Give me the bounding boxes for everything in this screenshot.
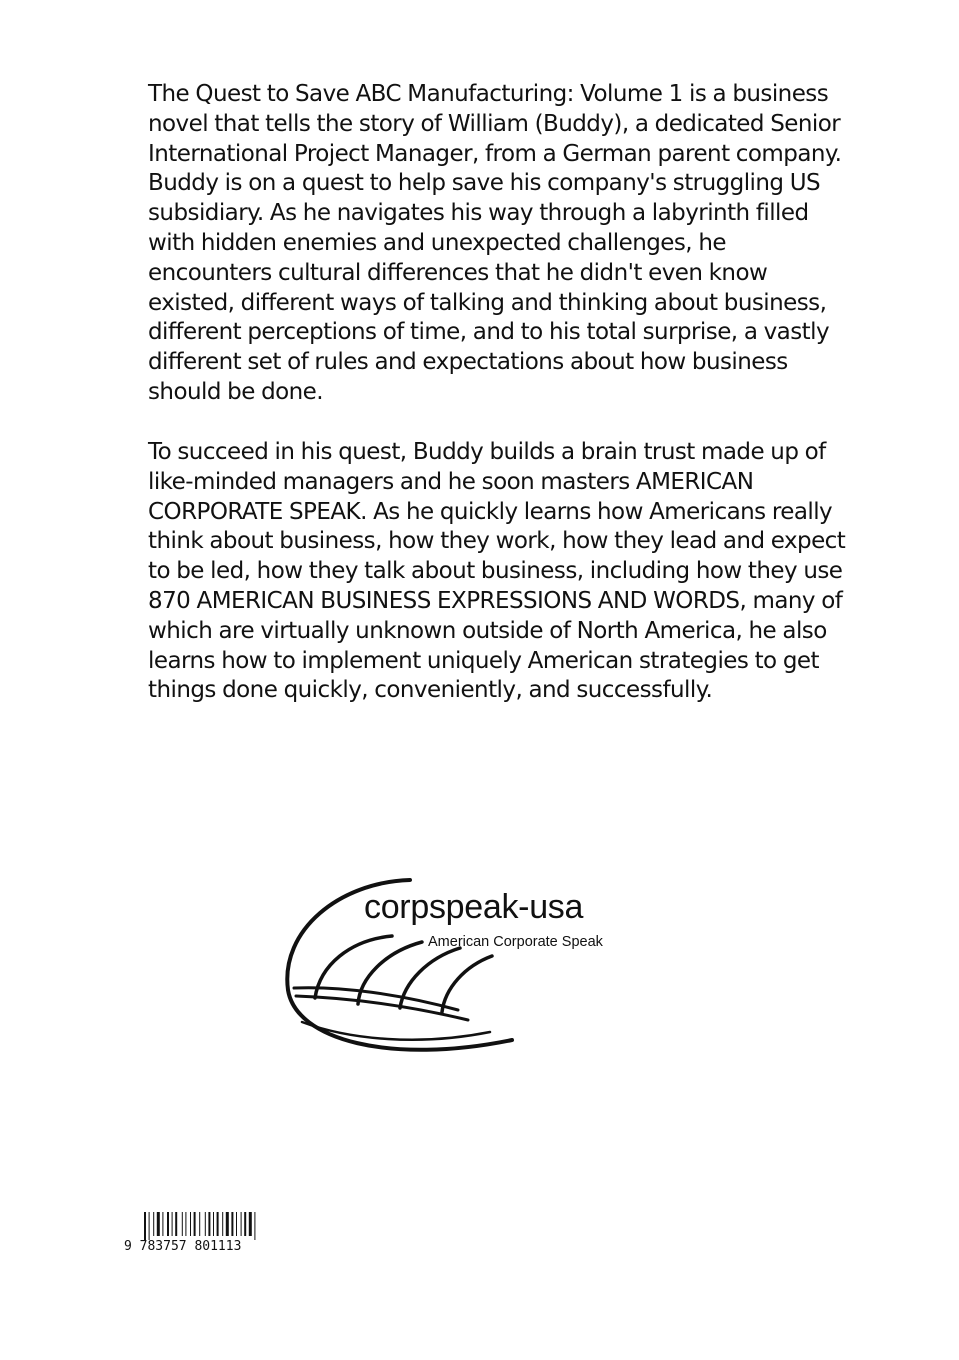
barcode-bar (226, 1212, 229, 1236)
barcode-bar (205, 1212, 206, 1236)
barcode-bar (244, 1212, 246, 1236)
barcode-bar (194, 1212, 196, 1236)
barcode-icon (124, 1210, 294, 1240)
barcode-bar (149, 1212, 150, 1240)
barcode-bar (182, 1212, 183, 1236)
logo-name: corpspeak-usa (364, 888, 584, 926)
barcode-bar (241, 1212, 242, 1236)
description-paragraph-2: To succeed in his quest, Buddy builds a brain trust made up of like-minded managers and he soon masters AMERICAN CORPORATE SPEAK. As he quickly learns how Americans really think about business, how they work, how they lead and expect to be led, how they talk about business, including how they use 870 AMERICAN BUSINESS EXPRESSIONS AND WORDS, many of which are virtually unknown outside of North America, he also learns how to implement uniquely American strategies to get things done quickly, conveniently, and successfully. (148, 439, 846, 704)
barcode-bar (236, 1212, 237, 1236)
barcode-bar (167, 1212, 169, 1236)
barcode-digits: 9 783757 801113 (124, 1239, 242, 1254)
barcode-bar (153, 1212, 154, 1236)
barcode-bar (144, 1212, 146, 1240)
barcode-bar (213, 1212, 214, 1236)
barcode-bar (249, 1212, 252, 1236)
description-paragraph-1: The Quest to Save ABC Manufacturing: Volume 1 is a business novel that tells the story of William (Buddy), a dedicated Senior International Project Manager, from a German parent company. Buddy is on a quest to help save his company's struggling US subsidiary. As he navigates his way through a labyrinth filled with hidden enemies and unexpected challenges, he encounters cultural differences that he didn't even know existed, different ways of talking and thinking about business, different perceptions of time, and to his total surprise, a vastly different set of rules and expectations about how business should be done. (148, 81, 842, 405)
barcode-bar (172, 1212, 173, 1236)
barcode-bar (175, 1212, 177, 1236)
barcode-bar (199, 1212, 200, 1236)
barcode-bar (190, 1212, 191, 1236)
barcode-bar (157, 1212, 160, 1236)
barcode-bar (254, 1212, 255, 1240)
barcode-bar (208, 1212, 210, 1236)
barcode-bar (162, 1212, 163, 1236)
barcode-bar (222, 1212, 223, 1236)
barcode-bar (185, 1212, 186, 1236)
logo-tagline: American Corporate Speak (428, 934, 603, 950)
isbn-barcode (124, 1210, 294, 1260)
barcode-bar (231, 1212, 233, 1236)
publisher-logo (280, 870, 620, 1070)
barcode-bar (217, 1212, 219, 1236)
